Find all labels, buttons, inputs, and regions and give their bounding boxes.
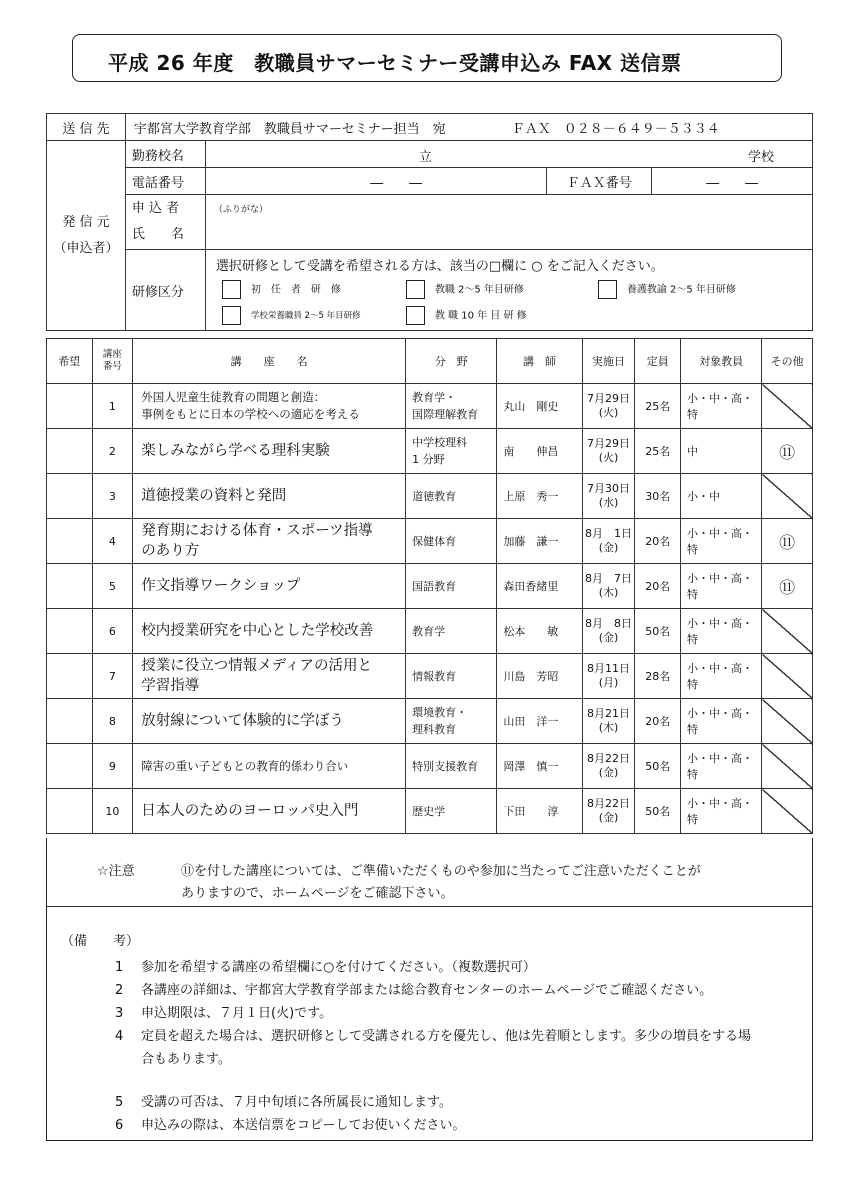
course-number: 3 xyxy=(92,474,133,519)
name-label: 氏 名 xyxy=(131,227,184,242)
cell-line: 8月 8日 xyxy=(585,617,633,630)
school-mid: 立 xyxy=(418,150,432,165)
kibou-cell[interactable] xyxy=(47,789,93,834)
header-number: 講座 番号 xyxy=(92,339,133,384)
course-target: 小・中・高・特 xyxy=(681,789,762,834)
training-options xyxy=(205,250,812,331)
course-capacity: 50名 xyxy=(635,744,681,789)
kibou-cell[interactable] xyxy=(47,429,93,474)
phone-dash: ― ― xyxy=(370,175,423,191)
cell-line: 教育学 xyxy=(412,624,446,638)
remark-item xyxy=(115,1025,751,1044)
kibou-cell[interactable] xyxy=(47,699,93,744)
cell-line: 教育学・ xyxy=(412,391,457,404)
table-row xyxy=(47,474,813,519)
remark-item xyxy=(115,1091,452,1110)
cell-line: 学習指導 xyxy=(141,678,200,694)
cell-line: (金) xyxy=(598,541,619,554)
header-capacity: 定員 xyxy=(635,339,681,384)
cell-line: 国語教育 xyxy=(412,579,457,593)
course-target: 小・中 xyxy=(681,474,762,519)
table-row xyxy=(47,699,813,744)
cell-line: 発育期における体育・スポーツ指導 xyxy=(141,523,373,539)
table-row xyxy=(47,789,813,834)
cell-line: 8月 7日 xyxy=(585,572,633,585)
course-other xyxy=(762,744,813,789)
remark-text: 定員を超えた場合は、選択研修として受講される方を優先し、他は先着順とします。多少の増員をする場 xyxy=(141,1029,751,1044)
course-name xyxy=(133,654,406,699)
header-teacher: 講 師 xyxy=(497,339,582,384)
course-teacher: 森田香緒里 xyxy=(497,564,582,609)
checkbox[interactable] xyxy=(406,306,425,325)
course-capacity: 28名 xyxy=(635,654,681,699)
cell-line: 理科教育 xyxy=(412,723,457,736)
kibou-cell[interactable] xyxy=(47,609,93,654)
course-capacity: 50名 xyxy=(635,609,681,654)
table-row xyxy=(47,519,813,564)
course-field xyxy=(406,429,497,474)
cell-line: 国際理解教育 xyxy=(412,408,479,421)
course-number: 4 xyxy=(92,519,133,564)
notes-box xyxy=(46,838,813,1141)
course-teacher: 松本 敏 xyxy=(497,609,582,654)
fax-number: ＦＡＸ ０２８－６４９－５３３４ xyxy=(511,121,720,137)
course-other xyxy=(762,564,813,609)
course-name xyxy=(133,384,406,429)
course-other xyxy=(762,384,813,429)
checkbox[interactable] xyxy=(598,280,617,299)
header-date: 実施日 xyxy=(582,339,635,384)
course-date xyxy=(582,474,635,519)
cell-line: 情報教育 xyxy=(412,669,457,683)
cell-line: 事例をもとに日本の学校への適応を考える xyxy=(141,407,360,421)
cell-line: 8月22日 xyxy=(587,752,631,765)
cell-line: 外国人児童生徒教育の問題と創造： xyxy=(141,390,326,404)
option-label: 初 任 者 研 修 xyxy=(250,284,341,296)
course-capacity: 30名 xyxy=(635,474,681,519)
cell-line: (水) xyxy=(598,496,619,509)
table-header-row xyxy=(47,339,813,384)
course-field xyxy=(406,564,497,609)
table-row xyxy=(47,654,813,699)
page-title: 平成 26 年度 教職員サマーセミナー受講申込み FAX 送信票 xyxy=(108,51,682,75)
training-note: 選択研修として受講を希望される方は、該当の□欄に ○ をご記入ください。 xyxy=(215,259,664,274)
course-teacher: 川島 芳昭 xyxy=(497,654,582,699)
course-target: 小・中・高・特 xyxy=(681,384,762,429)
cell-line: 環境教育・ xyxy=(412,706,468,719)
table-row xyxy=(47,384,813,429)
kibou-cell[interactable] xyxy=(47,474,93,519)
remark-number: 2 xyxy=(115,983,124,998)
checkbox[interactable] xyxy=(222,306,241,325)
cell-line: 道徳教育 xyxy=(412,489,457,503)
cell-line: 8月11日 xyxy=(587,662,631,675)
course-other xyxy=(762,429,813,474)
course-date xyxy=(582,789,635,834)
option-2-5-year[interactable] xyxy=(406,280,524,299)
cell-line: 7月29日 xyxy=(587,437,631,450)
phone-label: 電話番号 xyxy=(125,168,205,195)
course-other xyxy=(762,609,813,654)
course-name xyxy=(133,609,406,654)
remark-number: 1 xyxy=(115,960,124,975)
option-label: 教職 2～5 年目研修 xyxy=(434,284,524,296)
title-box xyxy=(72,34,782,82)
course-target: 小・中・高・特 xyxy=(681,609,762,654)
cell-line: 保健体育 xyxy=(412,534,457,548)
remark-item xyxy=(115,956,536,975)
cell-line: (木) xyxy=(598,721,619,734)
cell-line: (火) xyxy=(598,451,619,464)
header-other: その他 xyxy=(762,339,813,384)
cell-line: (金) xyxy=(598,766,619,779)
caution-label: ☆注意 xyxy=(97,864,135,879)
course-other xyxy=(762,474,813,519)
header-field: 分 野 xyxy=(406,339,497,384)
course-name xyxy=(133,474,406,519)
from-label-sub: （申込者） xyxy=(53,240,119,256)
table-row xyxy=(47,429,813,474)
course-capacity: 25名 xyxy=(635,384,681,429)
course-date xyxy=(582,519,635,564)
table-row xyxy=(47,744,813,789)
cell-line: (金) xyxy=(598,631,619,644)
course-capacity: 25名 xyxy=(635,429,681,474)
cell-line: 授業に役立つ情報メディアの活用と xyxy=(141,658,373,674)
course-number: 5 xyxy=(92,564,133,609)
course-teacher: 上原 秀一 xyxy=(497,474,582,519)
course-field xyxy=(406,789,497,834)
cell-line: (火) xyxy=(598,406,619,419)
to-row xyxy=(125,114,812,141)
course-other xyxy=(762,789,813,834)
notice-icon: ⑪ xyxy=(779,577,796,597)
cell-line: 日本人のためのヨーロッパ史入門 xyxy=(141,803,359,819)
header-course-name: 講 座 名 xyxy=(133,339,406,384)
kibou-cell[interactable] xyxy=(47,744,93,789)
course-field xyxy=(406,519,497,564)
remark-item xyxy=(115,979,712,998)
course-name xyxy=(133,699,406,744)
cell-line: 楽しみながら学べる理科実験 xyxy=(141,443,330,459)
option-label: 養護教諭 2～5 年目研修 xyxy=(626,284,736,296)
from-label: 発 信 元 xyxy=(62,214,110,230)
course-teacher: 加藤 謙一 xyxy=(497,519,582,564)
course-name xyxy=(133,744,406,789)
fax-field[interactable] xyxy=(652,168,813,195)
course-table xyxy=(46,338,813,834)
caution-line-1: ⑪を付した講座については、ご準備いただくものや参加に当たってご注意いただくことが xyxy=(181,864,701,879)
applicant-label: 申 込 者 xyxy=(131,201,180,216)
course-teacher: 下田 淳 xyxy=(497,789,582,834)
option-shoninsha[interactable] xyxy=(222,280,341,299)
cell-line: (月) xyxy=(598,676,619,689)
school-label: 勤務校名 xyxy=(125,141,205,168)
course-teacher: 岡澤 慎一 xyxy=(497,744,582,789)
course-target: 小・中・高・特 xyxy=(681,654,762,699)
cell-line: 1 分野 xyxy=(412,453,445,466)
course-name xyxy=(133,789,406,834)
course-other xyxy=(762,699,813,744)
course-target: 小・中・高・特 xyxy=(681,519,762,564)
course-capacity: 20名 xyxy=(635,564,681,609)
sender-table xyxy=(46,113,813,331)
table-row xyxy=(47,609,813,654)
remark-text: 申込期限は、７月１日(火)です。 xyxy=(141,1006,333,1021)
cell-line: のあり方 xyxy=(141,543,200,559)
remark-text: 参加を希望する講座の希望欄に○を付けてください。（複数選択可） xyxy=(141,960,536,975)
remark-number: 3 xyxy=(115,1006,124,1021)
fax-label: ＦＡＸ番号 xyxy=(547,168,652,195)
course-name xyxy=(133,564,406,609)
course-number: 9 xyxy=(92,744,133,789)
course-number: 10 xyxy=(92,789,133,834)
remark-text: 各講座の詳細は、宇都宮大学教育学部または総合教育センターのホームページでご確認ください。 xyxy=(141,983,713,998)
cell-line: 8月22日 xyxy=(587,797,631,810)
remark-continuation: 合もあります。 xyxy=(141,1052,231,1067)
remark-number: 6 xyxy=(115,1118,124,1133)
kibou-cell[interactable] xyxy=(47,564,93,609)
cell-line: 7月29日 xyxy=(587,392,631,405)
remark-item xyxy=(115,1114,465,1133)
remark-text: 受講の可否は、７月中旬頃に各所属長に通知します。 xyxy=(141,1095,452,1110)
remark-item xyxy=(115,1002,332,1021)
course-field xyxy=(406,654,497,699)
course-date xyxy=(582,384,635,429)
cell-line: 作文指導ワークショップ xyxy=(141,578,301,594)
cell-line: 8月 1日 xyxy=(585,527,633,540)
cell-line: (金) xyxy=(598,811,619,824)
furigana-label: （ふりがな） xyxy=(213,205,268,215)
option-label: 教 職 10 年 目 研 修 xyxy=(434,310,527,322)
course-target: 小・中・高・特 xyxy=(681,744,762,789)
course-field xyxy=(406,474,497,519)
course-field xyxy=(406,384,497,429)
course-date xyxy=(582,654,635,699)
remark-number: 4 xyxy=(115,1029,124,1044)
option-nutrition-2-5-year[interactable] xyxy=(222,306,361,325)
course-number: 8 xyxy=(92,699,133,744)
kibou-cell[interactable] xyxy=(47,384,93,429)
caution-line-2: ありますので、ホームページをご確認下さい。 xyxy=(181,886,454,901)
remarks-label: （備 考） xyxy=(61,934,140,949)
course-date xyxy=(582,564,635,609)
course-capacity: 20名 xyxy=(635,519,681,564)
cell-line: 校内授業研究を中心とした学校改善 xyxy=(141,623,374,639)
course-teacher: 丸山 剛史 xyxy=(497,384,582,429)
course-target: 中 xyxy=(681,429,762,474)
course-number: 7 xyxy=(92,654,133,699)
school-suffix: 学校 xyxy=(747,150,774,165)
kibou-cell[interactable] xyxy=(47,519,93,564)
option-10-year[interactable] xyxy=(406,306,527,325)
cell-line: 放射線について体験的に学ぼう xyxy=(141,713,344,729)
cell-line: 中学校理科 xyxy=(412,436,468,449)
course-teacher: 山田 洋一 xyxy=(497,699,582,744)
course-date xyxy=(582,429,635,474)
course-name xyxy=(133,429,406,474)
course-target: 小・中・高・特 xyxy=(681,699,762,744)
course-field xyxy=(406,699,497,744)
course-teacher: 南 伸昌 xyxy=(497,429,582,474)
school-field[interactable] xyxy=(205,141,812,168)
course-number: 6 xyxy=(92,609,133,654)
kibou-cell[interactable] xyxy=(47,654,93,699)
divider xyxy=(47,906,812,907)
header-kibou: 希望 xyxy=(47,339,93,384)
checkbox[interactable] xyxy=(406,280,425,299)
cell-line: 歴史学 xyxy=(412,804,446,818)
course-other xyxy=(762,519,813,564)
course-field xyxy=(406,744,497,789)
course-name xyxy=(133,519,406,564)
training-label: 研修区分 xyxy=(125,250,205,331)
cell-line: 道徳授業の資料と発問 xyxy=(141,488,287,504)
cell-line: 7月30日 xyxy=(587,482,631,495)
from-label-cell xyxy=(47,141,126,331)
course-field xyxy=(406,609,497,654)
to-label: 送 信 先 xyxy=(47,114,126,141)
course-number: 1 xyxy=(92,384,133,429)
course-rows xyxy=(47,384,813,834)
cell-line: 特別支援教育 xyxy=(412,759,479,773)
notice-icon: ⑪ xyxy=(779,442,796,462)
fax-dash: ― ― xyxy=(706,175,759,191)
remark-number: 5 xyxy=(115,1095,124,1110)
option-label: 学校栄養職員 2～5 年目研修 xyxy=(250,311,361,321)
course-date xyxy=(582,699,635,744)
checkbox[interactable] xyxy=(222,280,241,299)
course-date xyxy=(582,744,635,789)
course-target: 小・中・高・特 xyxy=(681,564,762,609)
option-nurse-2-5-year[interactable] xyxy=(598,280,736,299)
course-date xyxy=(582,609,635,654)
course-capacity: 50名 xyxy=(635,789,681,834)
to-value: 宇都宮大学教育学部 教職員サマーセミナー担当 宛 xyxy=(133,121,446,137)
cell-line: 8月21日 xyxy=(587,707,631,720)
remark-text: 申込みの際は、本送信票をコピーしてお使いください。 xyxy=(141,1118,466,1133)
course-other xyxy=(762,654,813,699)
header-target: 対象教員 xyxy=(681,339,762,384)
applicant-field[interactable] xyxy=(205,195,812,250)
cell-line: (木) xyxy=(598,586,619,599)
course-number: 2 xyxy=(92,429,133,474)
course-capacity: 20名 xyxy=(635,699,681,744)
applicant-label-cell xyxy=(125,195,205,250)
notice-icon: ⑪ xyxy=(779,532,796,552)
phone-field[interactable] xyxy=(205,168,547,195)
cell-line: 障害の重い子どもとの教育的係わり合い xyxy=(141,758,349,773)
table-row xyxy=(47,564,813,609)
